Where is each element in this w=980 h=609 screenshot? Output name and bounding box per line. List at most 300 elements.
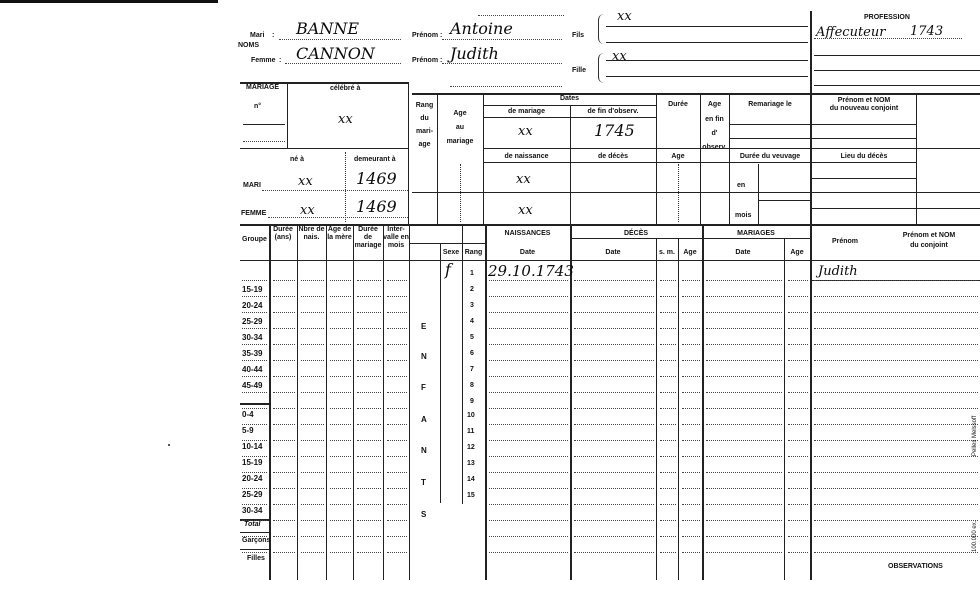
row-rule: [242, 344, 267, 345]
age-fin-4: observ.: [702, 144, 727, 151]
veuvage-sub: [758, 164, 759, 224]
row-rule: [387, 392, 407, 393]
filles-line: [240, 549, 270, 550]
enfants-letter: E: [421, 322, 427, 331]
rank-number: 10: [467, 412, 475, 419]
row-rule: [660, 328, 676, 329]
row-rule: [273, 360, 295, 361]
row-rule: [574, 520, 654, 521]
en-label: en: [737, 182, 746, 189]
row-rule: [574, 360, 654, 361]
row-rule: [273, 520, 295, 521]
row-rule: [387, 536, 407, 537]
col-mariages: [702, 224, 704, 580]
veuvage-label: Durée du veuvage: [739, 153, 801, 160]
date-mariage-value: xx: [518, 124, 533, 139]
row-rule: [357, 536, 381, 537]
row-rule: [682, 312, 700, 313]
total-label: Total: [244, 521, 261, 528]
row-rule: [660, 296, 676, 297]
mari-prenom: Antoine: [450, 19, 513, 38]
row-rule: [660, 440, 676, 441]
row-rule: [814, 456, 978, 457]
row-rule: [788, 312, 808, 313]
enfants-letter: S: [421, 510, 427, 519]
row-rule: [574, 504, 654, 505]
row-rule: [788, 296, 808, 297]
age-mariage-2: au: [455, 124, 465, 131]
naissance-date-header: Date: [519, 249, 536, 256]
row-rule: [660, 392, 676, 393]
dates-label: Dates: [559, 95, 580, 102]
row-rule: [330, 360, 351, 361]
row-rule: [242, 312, 267, 313]
age-group-label: 40-44: [242, 365, 263, 374]
top-bar: [0, 0, 218, 3]
row-rule: [706, 392, 782, 393]
enfants-letter: N: [421, 352, 427, 361]
row-rule: [489, 488, 568, 489]
enfants-letter: T: [421, 478, 426, 487]
nbre-nais-1: Nbre de: [298, 226, 325, 233]
rang-mariage-3: mari-: [415, 128, 434, 135]
mari-name: BANNE: [296, 19, 359, 38]
rang-header: Rang: [464, 249, 483, 256]
row-rule: [706, 312, 782, 313]
rank-number: 2: [470, 286, 474, 293]
row-rule: [273, 280, 295, 281]
conjoint-label-2: du nouveau conjoint: [829, 105, 899, 112]
age-dotted-2: [678, 164, 679, 222]
remariage-line-1: [730, 124, 916, 125]
row-rule: [706, 328, 782, 329]
profession-line-3: [814, 70, 980, 71]
scan-speck: [168, 444, 170, 446]
row-rule: [574, 296, 654, 297]
femme-row-label: FEMME: [241, 210, 267, 217]
row-rule: [301, 280, 324, 281]
age-group-label: 15-19: [242, 285, 263, 294]
row-rule: [301, 424, 324, 425]
mari-label: Mari: [250, 32, 265, 39]
dates-underline: [483, 105, 656, 106]
row-rule: [273, 408, 295, 409]
row-rule: [242, 408, 267, 409]
age-fin-1: Age: [707, 101, 722, 108]
row-rule: [660, 312, 676, 313]
row-rule: [357, 504, 381, 505]
row-rule: [357, 520, 381, 521]
de-naissance-label: de naissance: [504, 153, 549, 160]
row-rule: [788, 424, 808, 425]
child1-sexe: f: [445, 260, 451, 279]
row-rule: [660, 424, 676, 425]
row-rule: [788, 408, 808, 409]
row-rule: [301, 456, 324, 457]
edition-count: 100.000 ex.: [972, 520, 978, 552]
prenom-header: Prénom: [831, 238, 859, 245]
remariage-label: Remariage le: [748, 101, 792, 108]
row-rule: [330, 392, 351, 393]
row-rule: [357, 408, 381, 409]
groupe-header: Groupe: [242, 236, 267, 243]
top-dots: [478, 15, 564, 16]
mari-ne: xx: [298, 174, 313, 189]
row-rule: [330, 520, 351, 521]
mariage-date-header: Date: [735, 249, 751, 256]
age-group-label: 25-29: [242, 317, 263, 326]
duree-ans-1: Durée: [273, 226, 293, 233]
row-rule: [706, 296, 782, 297]
row-rule: [574, 312, 654, 313]
row-rule: [330, 408, 351, 409]
row-rule: [330, 488, 351, 489]
row-rule: [788, 392, 808, 393]
age-group-label: 20-24: [242, 301, 263, 310]
profession-line-4: [814, 85, 980, 86]
rank-number: 6: [470, 350, 474, 357]
row-rule: [682, 360, 700, 361]
row-rule: [273, 472, 295, 473]
mari-prenom-line: [442, 39, 562, 40]
row-rule: [301, 472, 324, 473]
intervalle-2: valle en: [383, 234, 409, 241]
row-rule: [706, 440, 782, 441]
row-rule: [682, 440, 700, 441]
row-rule: [242, 280, 267, 281]
col-groupe: [269, 224, 271, 580]
femme-prenom: Judith: [450, 44, 499, 63]
col-sm: [656, 238, 657, 580]
rang-mariage-4: age: [418, 141, 431, 148]
row-rule: [788, 536, 808, 537]
printer-credit: Pelles Melssoff: [972, 415, 978, 456]
row-rule: [330, 280, 351, 281]
age-m-header: Age: [790, 249, 804, 256]
row-rule: [242, 296, 267, 297]
mari-row-line: [262, 190, 408, 191]
rank-number: 15: [467, 492, 475, 499]
de-deces-label: de décès: [598, 153, 628, 160]
row-rule: [682, 456, 700, 457]
row-rule: [357, 296, 381, 297]
age-group-label: 35-39: [242, 349, 263, 358]
row-rule: [301, 440, 324, 441]
naissance-femme: xx: [518, 203, 533, 218]
age-group-label: 10-14: [242, 442, 263, 451]
sexe-header: Sexe: [442, 249, 460, 256]
row-rule: [706, 408, 782, 409]
row-rule: [242, 536, 267, 537]
sexe-header-line: [409, 243, 485, 244]
fille-line-1: [606, 60, 808, 61]
row-rule: [387, 360, 407, 361]
row-rule: [357, 328, 381, 329]
row-rule: [242, 456, 267, 457]
row-rule: [814, 296, 978, 297]
row-rule: [330, 552, 351, 553]
row-rule: [682, 376, 700, 377]
row-rule: [788, 280, 808, 281]
row-rule: [301, 344, 324, 345]
row-rule: [301, 328, 324, 329]
age-mariage-3: mariage: [446, 138, 474, 145]
age-group-label: 45-49: [242, 381, 263, 390]
row-rule: [357, 424, 381, 425]
row-rule: [489, 536, 568, 537]
row-rule: [330, 296, 351, 297]
femme-row-line: [268, 217, 408, 218]
row-rule: [814, 424, 978, 425]
naissance-mari: xx: [516, 172, 531, 187]
profession-divider: [810, 11, 812, 98]
row-rule: [814, 328, 978, 329]
age-fin-3: d': [711, 130, 718, 137]
row-rule: [706, 488, 782, 489]
row-rule: [387, 552, 407, 553]
row-rule: [489, 456, 568, 457]
row-rule: [357, 312, 381, 313]
fille-label: Fille: [572, 67, 587, 74]
row-rule: [330, 504, 351, 505]
veuvage-line: [758, 200, 810, 201]
row-rule: [682, 424, 700, 425]
row-rule: [357, 360, 381, 361]
row-rule: [814, 312, 978, 313]
mid-subdivider: [483, 162, 916, 163]
mari-colon: :: [272, 32, 275, 39]
col-sexe: [440, 243, 441, 503]
row-rule: [574, 280, 654, 281]
row-rule: [574, 440, 654, 441]
row-rule: [682, 504, 700, 505]
row-rule: [242, 552, 267, 553]
row-rule: [273, 328, 295, 329]
rank-number: 4: [470, 318, 474, 325]
row-rule: [357, 472, 381, 473]
age-group-label: 15-19: [242, 458, 263, 467]
row-rule: [242, 376, 267, 377]
row-rule: [814, 376, 978, 377]
femme-name-line: [285, 63, 401, 64]
row-rule: [301, 376, 324, 377]
row-rule: [814, 488, 978, 489]
row-rule: [574, 472, 654, 473]
dates-subline: [483, 117, 656, 118]
duree-mar-2: de: [363, 234, 373, 241]
col-intervalle: [409, 224, 410, 580]
row-rule: [660, 280, 676, 281]
row-rule: [660, 408, 676, 409]
rank-number: 14: [467, 476, 475, 483]
bottom-dots: [450, 86, 562, 87]
mari-name-line: [279, 39, 401, 40]
rank-number: 13: [467, 460, 475, 467]
age-mere-1: Age de: [327, 226, 352, 233]
row-rule: [273, 552, 295, 553]
row-rule: [682, 280, 700, 281]
de-fin-label: de fin d'observ.: [587, 108, 639, 115]
row-rule: [788, 472, 808, 473]
mid-col-3: [570, 106, 571, 224]
lieu-value: xx: [338, 112, 353, 127]
deces-header: DÉCÈS: [623, 230, 649, 237]
row-rule: [706, 360, 782, 361]
row-rule: [706, 472, 782, 473]
row-rule: [660, 552, 676, 553]
naissances-header: NAISSANCES: [504, 230, 551, 237]
date-fin-value: 1745: [594, 121, 635, 140]
row-rule: [330, 456, 351, 457]
row-rule: [273, 504, 295, 505]
row-rule: [273, 344, 295, 345]
row-rule: [387, 504, 407, 505]
row-rule: [489, 424, 568, 425]
enfants-letter: A: [421, 415, 427, 424]
row-rule: [574, 328, 654, 329]
col-nbre: [326, 224, 327, 580]
row-rule: [387, 424, 407, 425]
row-rule: [357, 392, 381, 393]
row-rule: [489, 280, 568, 281]
no-label: n°: [254, 103, 262, 110]
row-rule: [660, 456, 676, 457]
row-rule: [387, 328, 407, 329]
remariage-line-2: [730, 138, 916, 139]
row-rule: [387, 440, 407, 441]
row-rule: [574, 488, 654, 489]
row-rule: [574, 424, 654, 425]
child1-prenom: Judith: [818, 264, 858, 279]
row-rule: [301, 408, 324, 409]
rang-mariage-1: Rang: [415, 102, 434, 109]
col-duree-mar: [383, 224, 384, 580]
row-rule: [682, 328, 700, 329]
no-line: [243, 124, 285, 125]
row-rule: [387, 408, 407, 409]
row-rule: [273, 440, 295, 441]
row-rule: [682, 472, 700, 473]
row-rule: [273, 392, 295, 393]
row-rule: [301, 536, 324, 537]
row-rule: [242, 472, 267, 473]
de-mariage-label: de mariage: [508, 108, 545, 115]
row-rule: [660, 344, 676, 345]
col-age-m: [784, 238, 785, 580]
celebre-label: célébré à: [330, 85, 361, 92]
age-group-label: 30-34: [242, 506, 263, 515]
row-rule: [301, 296, 324, 297]
row-rule: [357, 280, 381, 281]
row-rule: [682, 296, 700, 297]
row-rule: [706, 280, 782, 281]
row-rule: [301, 488, 324, 489]
row-rule: [242, 520, 267, 521]
fille-value: xx: [612, 49, 627, 64]
demeurant-dotted: [345, 152, 346, 222]
row-rule: [706, 520, 782, 521]
mariage-title: MARIAGE: [246, 84, 280, 91]
row-rule: [273, 456, 295, 457]
row-rule: [273, 296, 295, 297]
age-group-label: 20-24: [242, 474, 263, 483]
femme-demeurant: 1469: [356, 197, 397, 216]
age-fin-2: en fin: [705, 116, 724, 123]
row-rule: [788, 360, 808, 361]
mari-row-label: MARI: [243, 182, 261, 189]
row-rule: [706, 504, 782, 505]
row-rule: [706, 456, 782, 457]
row-rule: [706, 536, 782, 537]
garcons-label: Garçons: [242, 537, 271, 544]
rang-mariage-2: du: [420, 115, 429, 122]
deces-date-header: Date: [605, 249, 621, 256]
age-group-label: 5-9: [242, 426, 254, 435]
mid-divider: [483, 148, 980, 149]
row-rule: [330, 312, 351, 313]
row-rule: [814, 360, 978, 361]
row-rule: [387, 520, 407, 521]
rank-number: 12: [467, 444, 475, 451]
row-rule: [788, 376, 808, 377]
row-rule: [242, 392, 267, 393]
age-group-label: 25-29: [242, 490, 263, 499]
row-rule: [574, 408, 654, 409]
nbre-nais-2: nais.: [303, 234, 320, 241]
row-rule: [574, 376, 654, 377]
row-rule: [489, 392, 568, 393]
col-rang: [462, 224, 463, 504]
fils-line-1: [606, 26, 808, 27]
row-rule: [814, 440, 978, 441]
row-rule: [660, 520, 676, 521]
row-rule: [387, 488, 407, 489]
mid-col-5: [700, 93, 701, 224]
row-rule: [387, 344, 407, 345]
row-rule: [489, 440, 568, 441]
intervalle-3: mois: [387, 242, 405, 249]
row-rule: [706, 424, 782, 425]
row-rule: [788, 504, 808, 505]
row-rule: [357, 376, 381, 377]
row-rule: [682, 344, 700, 345]
row-rule: [814, 536, 978, 537]
row-rule: [301, 392, 324, 393]
lieu-deces-label: Lieu du décès: [840, 153, 888, 160]
profession-line-2: [814, 55, 980, 56]
conjoint-header-2: du conjoint: [910, 242, 948, 249]
rank-number: 9: [470, 398, 474, 405]
mid-row-mari: [412, 192, 980, 193]
row-rule: [242, 424, 267, 425]
rank-number: 7: [470, 366, 474, 373]
conjoint-label-1: Prénom et NOM: [837, 97, 891, 104]
deces-header-line: [570, 238, 810, 239]
row-rule: [387, 456, 407, 457]
row-rule: [489, 360, 568, 361]
row-rule: [387, 296, 407, 297]
age-group-label: 0-4: [242, 410, 254, 419]
group-gap-line: [240, 403, 270, 405]
row-rule: [330, 536, 351, 537]
rank-number: 1: [470, 270, 474, 277]
row-rule: [387, 472, 407, 473]
row-rule: [814, 408, 978, 409]
row-rule: [788, 552, 808, 553]
row-rule: [489, 344, 568, 345]
row-rule: [788, 440, 808, 441]
row-rule: [788, 456, 808, 457]
